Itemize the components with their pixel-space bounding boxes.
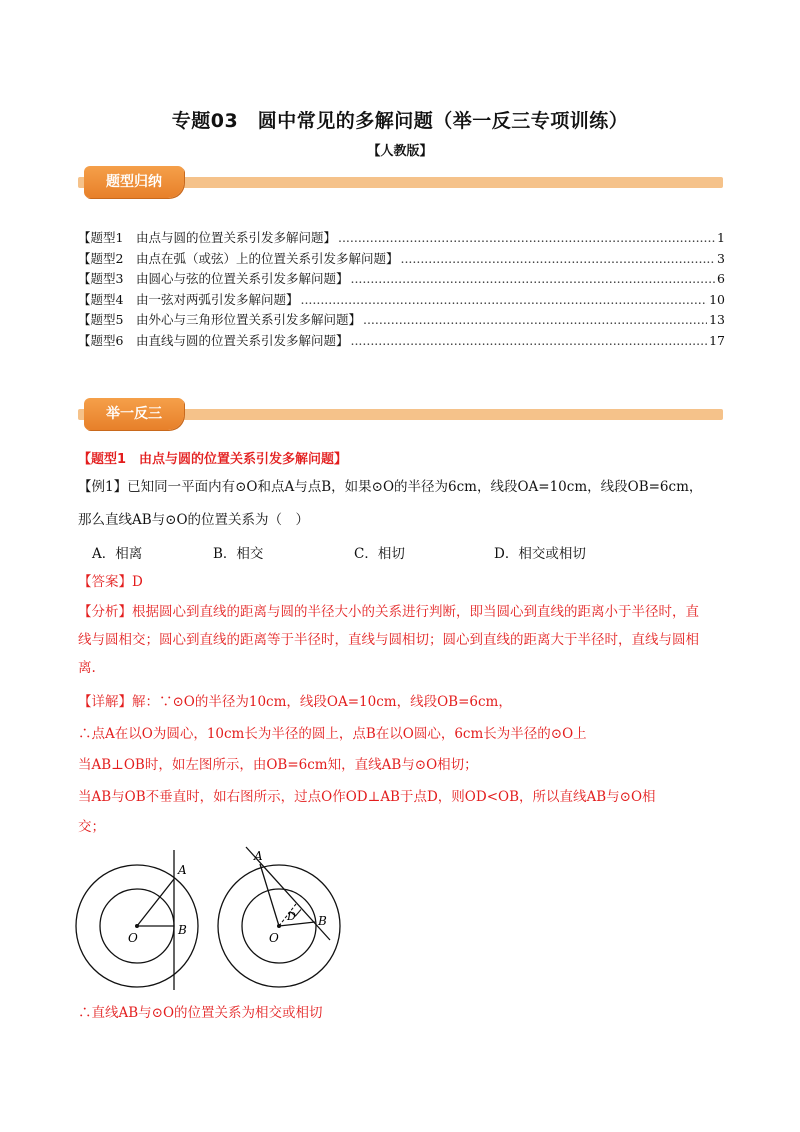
- section-title: 【题型1 由点与圆的位置关系引发多解问题】: [78, 452, 348, 467]
- toc-item-5[interactable]: 【题型5 由外心与三角形位置关系引发多解问题】 ..... 13: [78, 310, 725, 331]
- answer-line: 【答案】D: [78, 574, 143, 590]
- label-a: A: [178, 863, 187, 877]
- analysis-line-1: 【分析】根据圆心到直线的距离与圆的半径大小的关系进行判断，即当圆心到直线的距离小于半径时，直: [78, 604, 699, 620]
- practice-banner: [78, 398, 723, 432]
- left-figure: [76, 850, 198, 990]
- toc-item-4[interactable]: 【题型4 由一弦对两弧引发多解问题】 ..... 10: [78, 290, 725, 311]
- label-a: A: [254, 849, 263, 863]
- label-o: O: [269, 931, 279, 945]
- detail-line-1: 【详解】解：∵⊙O的半径为10cm，线段OA=10cm，线段OB=6cm，: [78, 694, 512, 710]
- label-b: B: [318, 914, 327, 928]
- segment-oa: [137, 879, 174, 926]
- toc-item-2[interactable]: 【题型2 由点在弧（或弦）上的位置关系引发多解问题】 ..... 3: [78, 249, 725, 270]
- detail-line-5: 交；: [78, 819, 105, 835]
- toc-item-3[interactable]: 【题型3 由圆心与弦的位置关系引发多解问题】 ..... 6: [78, 269, 725, 290]
- concentric-circles-figure: [68, 842, 368, 992]
- banner-tag: 题型归纳: [84, 166, 184, 198]
- banner-tag: 举一反三: [84, 398, 184, 430]
- detail-line-3: 当AB⊥OB时，如左图所示，由OB=6cm知，直线AB与⊙O相切；: [78, 757, 478, 773]
- center-point: [135, 924, 139, 928]
- page-title: 专题03 圆中常见的多解问题（举一反三专项训练）: [171, 110, 629, 132]
- table-of-contents: [78, 228, 725, 352]
- option-d[interactable]: D．相交或相切: [494, 546, 586, 562]
- detail-line-4: 当AB与OB不垂直时，如右图所示，过点O作OD⊥AB于点D，则OD<OB，所以直线AB与⊙O相: [78, 789, 656, 805]
- edition-label: 【人教版】: [367, 144, 433, 159]
- segment-ob: [279, 922, 315, 926]
- label-b: B: [178, 923, 187, 937]
- label-d: D: [287, 910, 296, 923]
- analysis-line-2: 线与圆相交；圆心到直线的距离等于半径时，直线与圆相切；圆心到直线的距离大于半径时，直线与圆相: [78, 632, 699, 648]
- detail-line-2: ∴点A在以O为圆心，10cm长为半径的圆上，点B在以O圆心，6cm长为半径的⊙O上: [78, 726, 587, 742]
- option-b[interactable]: B．相交: [213, 546, 264, 562]
- summary-banner: [78, 166, 723, 200]
- option-a[interactable]: A．相离: [92, 546, 143, 562]
- toc-item-6[interactable]: 【题型6 由直线与圆的位置关系引发多解问题】 ..... 17: [78, 331, 725, 352]
- right-figure: [218, 847, 340, 987]
- conclusion-line: ∴直线AB与⊙O的位置关系为相交或相切: [78, 1005, 323, 1021]
- center-point: [277, 924, 281, 928]
- example-question-line-2: 那么直线AB与⊙O的位置关系为（ ）: [78, 512, 310, 528]
- example-question-line-1: 【例1】已知同一平面内有⊙O和点A与点B，如果⊙O的半径为6cm，线段OA=10cm，线段OB=6cm，: [78, 479, 703, 495]
- analysis-line-3: 离.: [78, 660, 96, 676]
- option-c[interactable]: C．相切: [354, 546, 405, 562]
- toc-item-1[interactable]: 【题型1 由点与圆的位置关系引发多解问题】 ..... 1: [78, 228, 725, 249]
- label-o: O: [128, 931, 138, 945]
